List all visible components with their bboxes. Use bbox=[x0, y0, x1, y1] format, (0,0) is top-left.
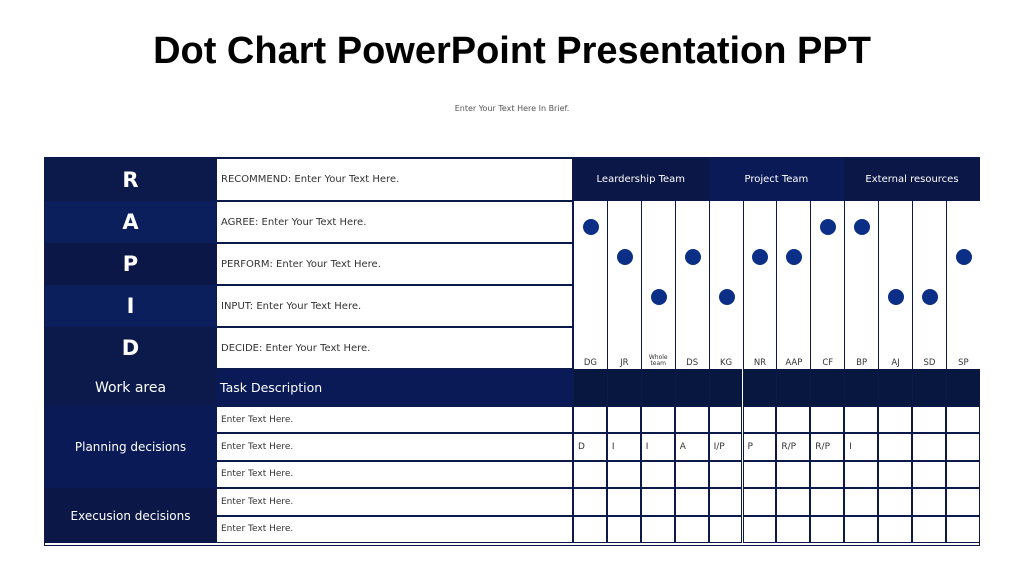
task-role-cell bbox=[946, 488, 980, 515]
person-column-label: SP bbox=[958, 357, 969, 368]
dot-marker bbox=[719, 289, 735, 305]
rapid-letter-d: D bbox=[45, 327, 216, 369]
person-column bbox=[810, 201, 844, 369]
person-column bbox=[743, 201, 777, 369]
task-role-cell bbox=[878, 516, 912, 543]
task-role-cell bbox=[743, 406, 777, 433]
task-role-cell bbox=[607, 488, 641, 515]
rapid-letter-p: P bbox=[45, 243, 216, 285]
task-role-cell bbox=[912, 406, 946, 433]
task-role-cell bbox=[878, 433, 912, 460]
task-role-cell bbox=[743, 516, 777, 543]
task-role-cell bbox=[573, 461, 607, 488]
dot-marker bbox=[888, 289, 904, 305]
dot-marker bbox=[956, 249, 972, 265]
person-column-label: Whole team bbox=[648, 354, 668, 367]
task-row-description: Enter Text Here. bbox=[216, 433, 573, 460]
task-role-cell: D bbox=[573, 433, 607, 460]
person-column bbox=[607, 201, 641, 369]
person-column-label: DG bbox=[583, 357, 598, 368]
task-role-cell bbox=[675, 488, 709, 515]
task-role-cell bbox=[573, 406, 607, 433]
dot-marker bbox=[854, 219, 870, 235]
task-role-cell bbox=[675, 461, 709, 488]
task-role-cell: I bbox=[607, 433, 641, 460]
task-role-cell bbox=[776, 461, 810, 488]
task-role-cell bbox=[709, 406, 743, 433]
task-role-cell bbox=[844, 406, 878, 433]
rapid-letter-i: I bbox=[45, 285, 216, 327]
work-area-header: Work area bbox=[45, 369, 216, 406]
person-column bbox=[675, 201, 709, 369]
task-role-cell: I bbox=[641, 433, 675, 460]
task-row-description: Enter Text Here. bbox=[216, 516, 573, 543]
rapid-letter-a: A bbox=[45, 201, 216, 243]
person-column bbox=[709, 201, 743, 369]
task-role-cell bbox=[912, 488, 946, 515]
task-role-cell bbox=[573, 488, 607, 515]
task-role-cell bbox=[709, 461, 743, 488]
task-role-cell bbox=[641, 406, 675, 433]
work-area-strip-cell bbox=[709, 369, 743, 406]
task-role-cell: R/P bbox=[810, 433, 844, 460]
work-area-strip-cell bbox=[912, 369, 946, 406]
team-header-2: Project Team bbox=[709, 158, 845, 201]
task-role-cell bbox=[709, 488, 743, 515]
task-role-cell: A bbox=[675, 433, 709, 460]
task-role-cell: I bbox=[844, 433, 878, 460]
dot-marker bbox=[786, 249, 802, 265]
task-description-header: Task Description bbox=[216, 369, 573, 406]
task-role-cell bbox=[810, 516, 844, 543]
task-role-cell bbox=[776, 406, 810, 433]
person-column-label: AAP bbox=[785, 357, 803, 368]
task-role-cell bbox=[743, 461, 777, 488]
task-role-cell bbox=[810, 406, 844, 433]
task-role-cell bbox=[946, 433, 980, 460]
group-label: Execusion decisions bbox=[45, 488, 216, 543]
task-role-cell bbox=[776, 516, 810, 543]
task-role-cell bbox=[946, 406, 980, 433]
task-role-cell bbox=[573, 516, 607, 543]
rapid-description-p: PERFORM: Enter Your Text Here. bbox=[216, 243, 573, 285]
dot-marker bbox=[617, 249, 633, 265]
person-column bbox=[641, 201, 675, 369]
person-column-label: DS bbox=[686, 357, 699, 368]
work-area-strip-cell bbox=[946, 369, 980, 406]
task-role-cell bbox=[912, 433, 946, 460]
work-area-strip-cell bbox=[810, 369, 844, 406]
task-role-cell bbox=[675, 406, 709, 433]
task-role-cell bbox=[946, 461, 980, 488]
work-area-strip-cell bbox=[743, 369, 777, 406]
person-column-label: KG bbox=[719, 357, 733, 368]
work-area-strip-cell bbox=[573, 369, 607, 406]
dot-marker bbox=[820, 219, 836, 235]
rapid-description-d: DECIDE: Enter Your Text Here. bbox=[216, 327, 573, 369]
task-row-description: Enter Text Here. bbox=[216, 406, 573, 433]
task-role-cell bbox=[912, 461, 946, 488]
person-column-label: CF bbox=[822, 357, 834, 368]
dot-marker bbox=[922, 289, 938, 305]
task-row-description: Enter Text Here. bbox=[216, 488, 573, 515]
person-column-label: BP bbox=[856, 357, 868, 368]
task-role-cell bbox=[641, 461, 675, 488]
task-role-cell bbox=[946, 516, 980, 543]
rapid-description-r: RECOMMEND: Enter Your Text Here. bbox=[216, 158, 573, 201]
person-column bbox=[776, 201, 810, 369]
task-role-cell bbox=[641, 516, 675, 543]
task-role-cell bbox=[743, 488, 777, 515]
rapid-letter-r: R bbox=[45, 158, 216, 201]
task-role-cell bbox=[844, 461, 878, 488]
page-title: Dot Chart PowerPoint Presentation PPT bbox=[153, 30, 871, 72]
task-role-cell: I/P bbox=[709, 433, 743, 460]
task-role-cell bbox=[675, 516, 709, 543]
person-column bbox=[946, 201, 980, 369]
task-role-cell bbox=[641, 488, 675, 515]
group-label: Planning decisions bbox=[45, 406, 216, 488]
task-role-cell: R/P bbox=[776, 433, 810, 460]
task-role-cell bbox=[810, 488, 844, 515]
person-column-label: JR bbox=[620, 357, 629, 368]
rapid-dot-chart-table bbox=[44, 157, 980, 546]
person-column-label: SD bbox=[923, 357, 936, 368]
task-role-cell bbox=[607, 516, 641, 543]
person-column bbox=[878, 201, 912, 369]
work-area-strip-cell bbox=[675, 369, 709, 406]
dot-marker bbox=[752, 249, 768, 265]
person-column bbox=[573, 201, 607, 369]
team-header-3: External resources bbox=[844, 158, 980, 201]
team-header-1: Leardership Team bbox=[573, 158, 709, 201]
task-row-description: Enter Text Here. bbox=[216, 461, 573, 488]
work-area-strip-cell bbox=[776, 369, 810, 406]
task-role-cell bbox=[607, 461, 641, 488]
task-role-cell bbox=[912, 516, 946, 543]
task-role-cell bbox=[776, 488, 810, 515]
rapid-description-i: INPUT: Enter Your Text Here. bbox=[216, 285, 573, 327]
task-role-cell bbox=[878, 461, 912, 488]
task-role-cell bbox=[878, 406, 912, 433]
work-area-strip-cell bbox=[878, 369, 912, 406]
person-column bbox=[912, 201, 946, 369]
task-role-cell: P bbox=[743, 433, 777, 460]
task-role-cell bbox=[810, 461, 844, 488]
work-area-strip-cell bbox=[641, 369, 675, 406]
person-column-label: AJ bbox=[891, 357, 900, 368]
dot-marker bbox=[685, 249, 701, 265]
task-role-cell bbox=[844, 516, 878, 543]
work-area-strip-cell bbox=[607, 369, 641, 406]
task-role-cell bbox=[878, 488, 912, 515]
person-column-label: NR bbox=[753, 357, 767, 368]
rapid-description-a: AGREE: Enter Your Text Here. bbox=[216, 201, 573, 243]
task-role-cell bbox=[709, 516, 743, 543]
page-subtitle: Enter Your Text Here In Brief. bbox=[454, 104, 570, 113]
task-role-cell bbox=[844, 488, 878, 515]
person-column bbox=[844, 201, 878, 369]
work-area-strip-cell bbox=[844, 369, 878, 406]
task-role-cell bbox=[607, 406, 641, 433]
dot-marker bbox=[583, 219, 599, 235]
dot-marker bbox=[651, 289, 667, 305]
